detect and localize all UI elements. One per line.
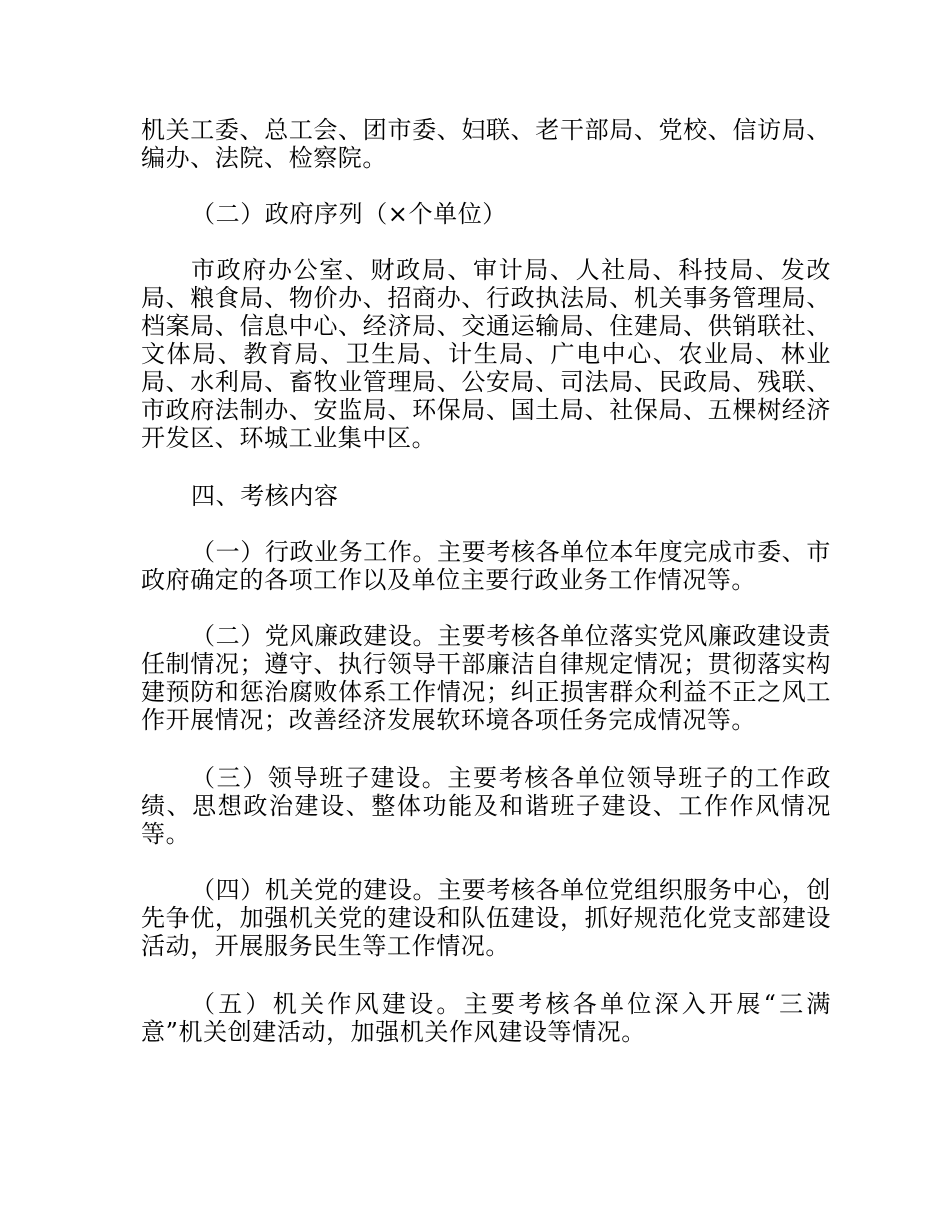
paragraph-work-style: （五）机关作风建设。主要考核各单位深入开展“三满意”机关创建活动，加强机关作风建设等情况。 — [141, 990, 831, 1046]
paragraph-government-units: 市政府办公室、财政局、审计局、人社局、科技局、发改局、粮食局、物价办、招商办、行政执法局、机关事务管理局、档案局、信息中心、经济局、交通运输局、住建局、供销联社、文体局、教育局、卫生局、计生局、广电中心、农业局、林业局、水利局、畜牧业管理局、公安局、司法局、民政局、残联、市政府法制办、安监局、环保局、国土局、社保局、五棵树经济开发区、环城工业集中区。 — [141, 256, 831, 452]
paragraph-clean-government: （二）党风廉政建设。主要考核各单位落实党风廉政建设责任制情况；遵守、执行领导干部廉洁自律规定情况；贯彻落实构建预防和惩治腐败体系工作情况；纠正损害群众利益不正之风工作开展情况；改善经济发展软环境各项任务完成情况等。 — [141, 622, 831, 734]
subheading-government-sequence: （二）政府序列（×个单位） — [191, 200, 507, 228]
paragraph-party-building: （四）机关党的建设。主要考核各单位党组织服务中心，创先争优，加强机关党的建设和队伍建设，抓好规范化党支部建设活动，开展服务民生等工作情况。 — [141, 876, 831, 960]
paragraph-administrative-work: （一）行政业务工作。主要考核各单位本年度完成市委、市政府确定的各项工作以及单位主要行政业务工作情况等。 — [141, 538, 831, 594]
paragraph-leadership-building: （三）领导班子建设。主要考核各单位领导班子的工作政绩、思想政治建设、整体功能及和谐班子建设、工作作风情况等。 — [141, 764, 831, 848]
paragraph-party-units-continued: 机关工委、总工会、团市委、妇联、老干部局、党校、信访局、编办、法院、检察院。 — [141, 116, 831, 172]
section-heading-assessment-content: 四、考核内容 — [191, 482, 339, 510]
